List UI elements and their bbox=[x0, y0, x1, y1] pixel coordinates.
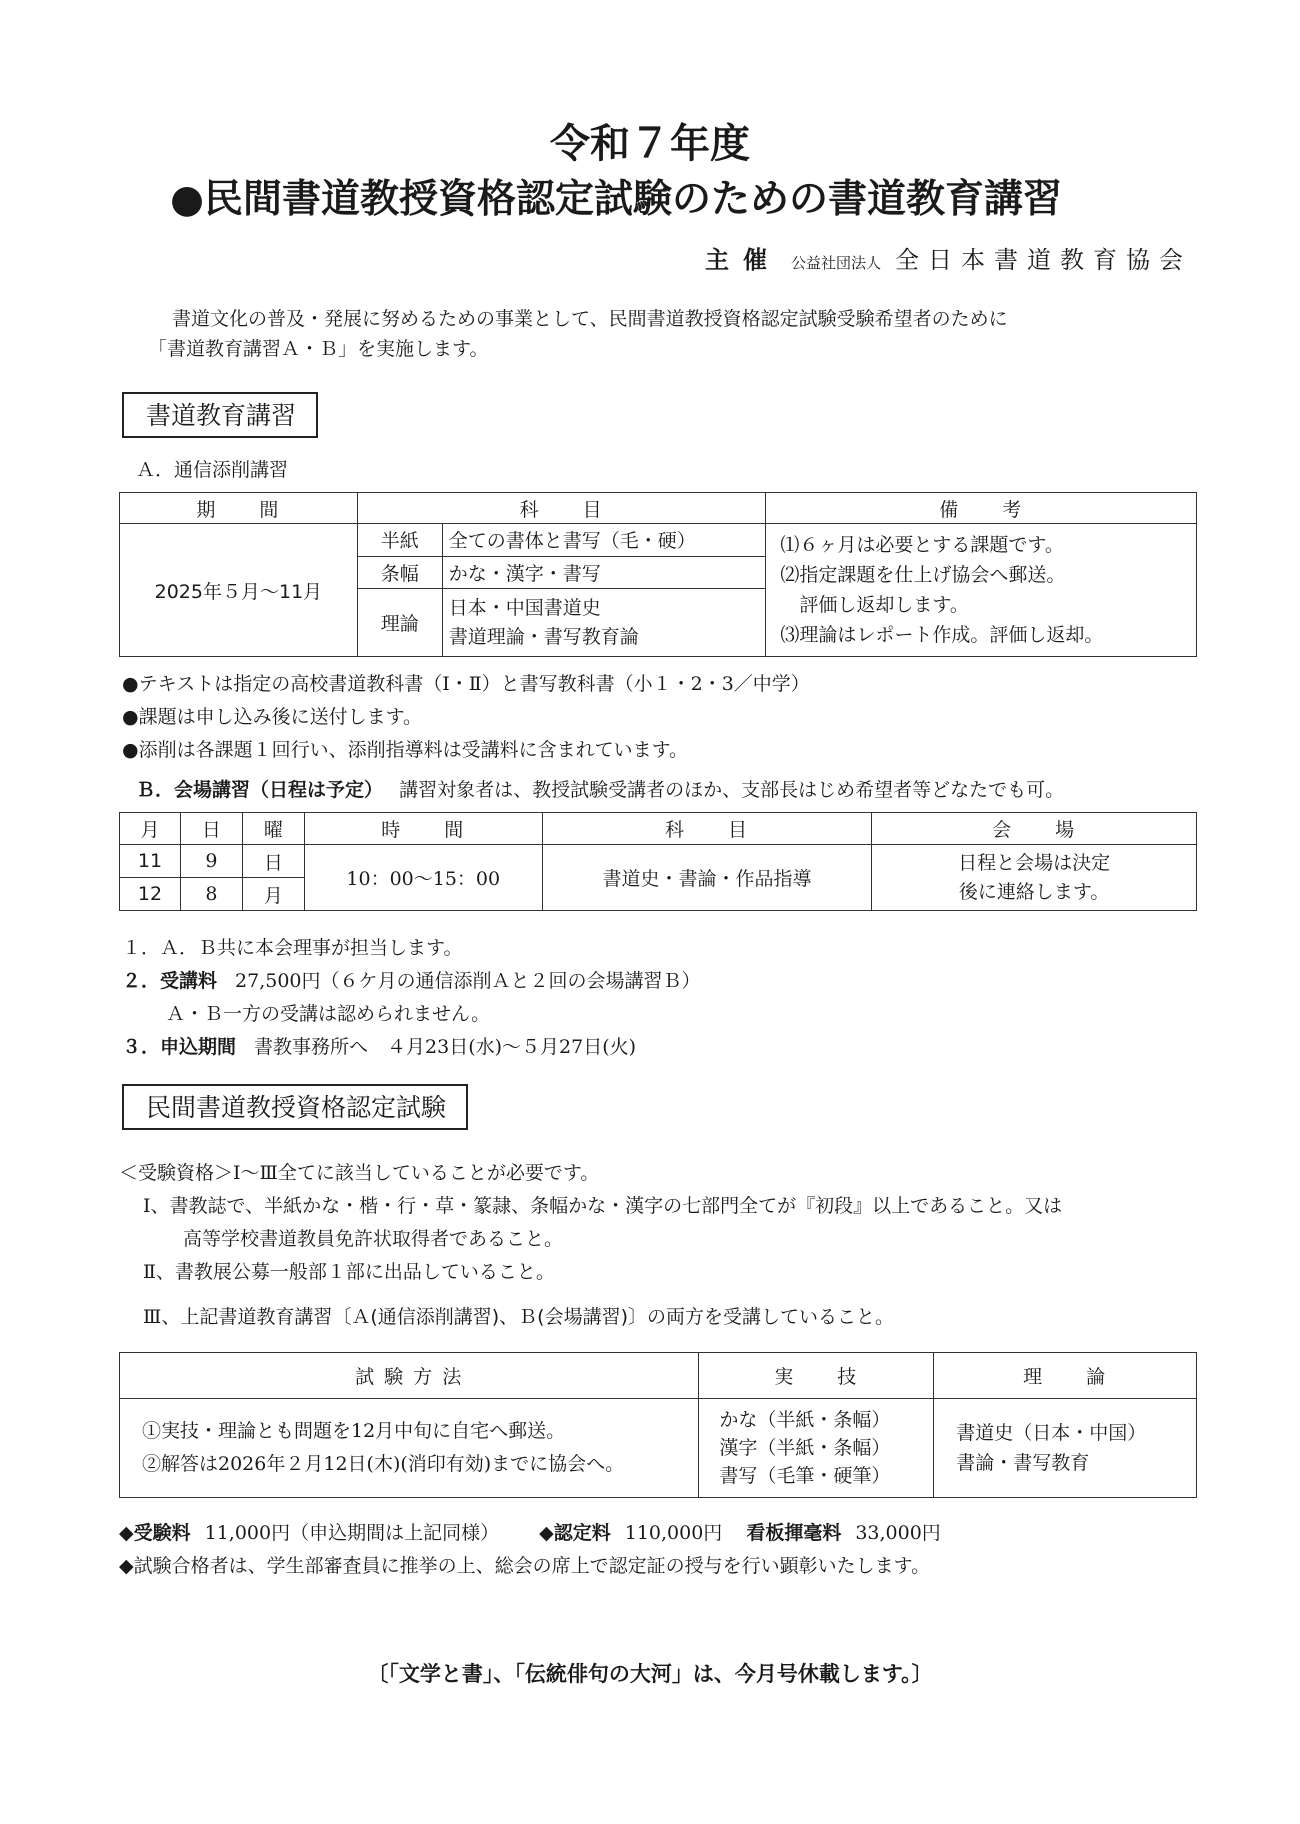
theory-cell bbox=[934, 1399, 1197, 1498]
exam-fee-value: 11,000円（申込期間は上記同様） bbox=[204, 1522, 500, 1544]
note-label: ２．受講料 bbox=[122, 970, 218, 992]
note-label: ３．申込期間 bbox=[122, 1036, 237, 1058]
a-bullet: ●テキストは指定の高校書道教科書（Ⅰ・Ⅱ）と書写教科書（小１・2・3／中学） bbox=[122, 673, 810, 695]
month-cell: 11 bbox=[120, 845, 181, 878]
subject-cell: 書道史・書論・作品指導 bbox=[542, 845, 872, 911]
subject-content-line: 日本・中国書道史 bbox=[448, 596, 601, 619]
theory-line: 書道史（日本・中国） bbox=[956, 1422, 1147, 1444]
note-2 bbox=[122, 966, 701, 993]
qual-3 bbox=[143, 1302, 894, 1329]
organizer-name: 全日本書道教育協会 bbox=[895, 246, 1192, 274]
section-heading-course: 書道教育講習 bbox=[122, 392, 318, 438]
header-method: 試 験 方 法 bbox=[120, 1353, 699, 1399]
header-period: 期 間 bbox=[120, 493, 358, 524]
day-cell: 8 bbox=[180, 878, 242, 911]
qual-1: Ⅰ、書教誌で、半紙かな・楷・行・草・篆隷、条幅かな・漢字の七部門全てが『初段』以上であること。又は bbox=[143, 1195, 1063, 1217]
venue-line: 後に連絡します。 bbox=[958, 880, 1110, 903]
fees-line bbox=[119, 1518, 941, 1545]
venue-table bbox=[119, 812, 1197, 911]
weekday-cell: 月 bbox=[242, 878, 304, 911]
note-label: １．Ａ．Ｂ共に本会理事が担当します。 bbox=[122, 937, 463, 959]
exam-fee-label: ◆受験料 bbox=[119, 1522, 191, 1544]
day-cell: 9 bbox=[180, 845, 242, 878]
venue-cell bbox=[872, 845, 1197, 911]
section-heading-exam: 民間書道教授資格認定試験 bbox=[122, 1084, 468, 1130]
intro-line-1: 書道文化の普及・発展に努めるための事業として、民間書道教授資格認定試験受験希望者のために bbox=[172, 308, 1008, 330]
subject-cat: 理論 bbox=[357, 589, 442, 657]
subject-cat: 条幅 bbox=[357, 556, 442, 589]
header-month: 月 bbox=[120, 813, 181, 845]
sign-fee-value: 33,000円 bbox=[855, 1522, 941, 1544]
subject-content bbox=[442, 589, 766, 657]
month-cell: 12 bbox=[120, 878, 181, 911]
remark-line: ⑶理論はレポート作成。評価し返却。 bbox=[780, 624, 1104, 646]
qual-3-mid: Ａ(通信添削講習)、Ｂ(会場講習) bbox=[351, 1306, 628, 1328]
header-time: 時 間 bbox=[304, 813, 542, 845]
method-cell bbox=[120, 1399, 699, 1498]
remark-line: ⑴６ヶ月は必要とする課題です。 bbox=[780, 534, 1064, 556]
weekday-cell: 日 bbox=[242, 845, 304, 878]
page-title: 令和７年度 bbox=[550, 120, 750, 167]
subject-cat: 半紙 bbox=[357, 524, 442, 557]
pass-note: ◆試験合格者は、学生部審査員に推挙の上、総会の席上で認定証の授与を行い顕彰いたします。 bbox=[119, 1555, 931, 1577]
note-2-sub: Ａ・Ｂ一方の受講は認められません。 bbox=[166, 1003, 491, 1025]
header-venue: 会 場 bbox=[872, 813, 1197, 845]
qual-3-post: 〕の両方を受講していること。 bbox=[627, 1306, 894, 1328]
subject-content-line: 書道理論・書写教育論 bbox=[448, 625, 639, 648]
header-remarks: 備 考 bbox=[766, 493, 1197, 524]
practical-line: 書写（毛筆・硬筆） bbox=[719, 1465, 891, 1487]
venue-line: 日程と会場は決定 bbox=[958, 851, 1111, 874]
theory-line: 書論・書写教育 bbox=[956, 1452, 1090, 1474]
a-bullet: ●添削は各課題１回行い、添削指導料は受講料に含まれています。 bbox=[122, 739, 689, 761]
cert-fee-value: 110,000円 bbox=[624, 1522, 723, 1544]
note-3 bbox=[122, 1032, 636, 1059]
header-weekday: 曜 bbox=[242, 813, 304, 845]
note-text: 書教事務所へ ４月23日(水)～５月27日(火) bbox=[254, 1036, 637, 1058]
qual-intro: ＜受験資格＞Ⅰ～Ⅲ全てに該当していることが必要です。 bbox=[119, 1162, 600, 1184]
organizer bbox=[705, 240, 1192, 275]
exam-table bbox=[119, 1352, 1197, 1498]
subject-content: かな・漢字・書写 bbox=[442, 556, 766, 589]
qual-2: Ⅱ、書教展公募一般部１部に出品していること。 bbox=[143, 1261, 555, 1283]
qual-1-cont: 高等学校書道教員免許状取得者であること。 bbox=[183, 1228, 564, 1250]
remarks-cell bbox=[766, 524, 1197, 657]
practical-cell bbox=[699, 1399, 934, 1498]
remark-line: 評価し返却します。 bbox=[780, 594, 969, 616]
organizer-label: 主催 bbox=[704, 246, 781, 274]
note-1 bbox=[122, 933, 462, 960]
organizer-type: 公益社団法人 bbox=[790, 254, 881, 272]
a-bullet: ●課題は申し込み後に送付します。 bbox=[122, 706, 423, 728]
b-heading-line bbox=[136, 775, 1064, 802]
practical-line: 漢字（半紙・条幅） bbox=[719, 1437, 891, 1459]
sign-fee-label: 看板揮毫料 bbox=[746, 1522, 842, 1544]
header-practical: 実 技 bbox=[699, 1353, 934, 1399]
subject-content: 全ての書体と書写（毛・硬） bbox=[442, 524, 766, 557]
method-line: ①実技・理論とも問題を12月中旬に自宅へ郵送。 bbox=[142, 1420, 566, 1442]
b-heading-note: 講習対象者は、教授試験受講者のほか、支部長はじめ希望者等どなたでも可。 bbox=[399, 779, 1065, 801]
header-subject: 科 目 bbox=[357, 493, 766, 524]
correspondence-table bbox=[119, 492, 1197, 657]
b-heading: Ｂ．会場講習（日程は予定） bbox=[136, 779, 384, 801]
time-cell: 10：00～15：00 bbox=[304, 845, 542, 911]
page-subtitle: ●民間書道教授資格認定試験のための書道教育講習 bbox=[170, 176, 1063, 222]
practical-line: かな（半紙・条幅） bbox=[719, 1409, 891, 1431]
qual-3-pre: Ⅲ、上記書道教育講習〔 bbox=[143, 1306, 352, 1328]
footer-note: 〔「文学と書」、「伝統俳句の大河」は、今月号休載します。〕 bbox=[367, 1662, 933, 1686]
a-heading: Ａ．通信添削講習 bbox=[136, 459, 289, 481]
intro-line-2: 「書道教育講習Ａ・Ｂ」を実施します。 bbox=[148, 338, 489, 360]
header-day: 日 bbox=[180, 813, 242, 845]
note-text: 27,500円（６ケ月の通信添削Ａと２回の会場講習Ｂ） bbox=[235, 970, 701, 992]
header-subject: 科 目 bbox=[542, 813, 872, 845]
remark-line: ⑵指定課題を仕上げ協会へ郵送。 bbox=[780, 564, 1066, 586]
header-theory: 理 論 bbox=[934, 1353, 1197, 1399]
period-cell: 2025年５月～11月 bbox=[120, 524, 358, 657]
cert-fee-label: ◆認定料 bbox=[539, 1522, 611, 1544]
method-line: ②解答は2026年２月12日(木)(消印有効)までに協会へ。 bbox=[142, 1453, 625, 1475]
